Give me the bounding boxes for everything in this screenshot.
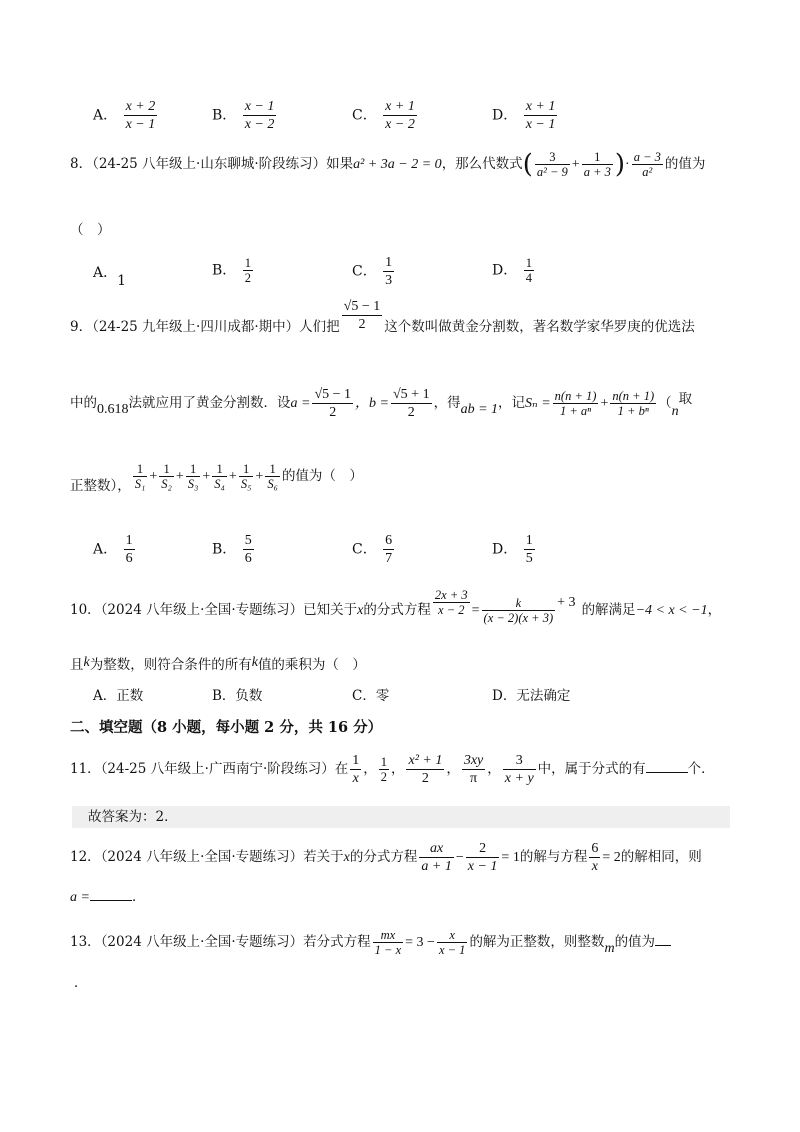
question-text: （ [658, 395, 672, 411]
numerator: √5 − 1 [314, 387, 352, 402]
numerator: 1 [525, 533, 533, 548]
fraction [391, 386, 432, 421]
numerator: 1 [380, 755, 387, 769]
question-text: 已知关于 [303, 602, 358, 618]
denominator: x + y [504, 771, 534, 786]
numerator: ax [419, 840, 453, 858]
q7-option-b [212, 98, 278, 133]
numerator: x + 2 [125, 99, 156, 114]
denominator: 5 [525, 551, 533, 566]
reciprocal-term [159, 462, 174, 491]
question-text: 的值为 [614, 934, 656, 950]
numerator: k [482, 596, 556, 611]
m-variable: m [604, 941, 615, 956]
answer-blank[interactable] [90, 900, 132, 901]
question-text: 正整数）， [70, 478, 131, 494]
question-text: 若关于 [303, 849, 344, 865]
question-source: （2024 八年级上·全国·专题练习） [100, 602, 304, 618]
fraction [350, 752, 361, 787]
fraction [437, 928, 467, 957]
q8-answer-paren: （ ） [70, 222, 111, 238]
question-number: 12． [70, 849, 101, 865]
denominator: x − 1 [125, 117, 156, 132]
answer-blank[interactable] [655, 945, 671, 946]
numerator: x + 1 [525, 99, 556, 114]
numerator: 1 [212, 462, 227, 477]
question-number: 13． [70, 934, 101, 950]
question-text: ，那么代数式 [441, 156, 523, 172]
q9-option-c [352, 532, 396, 567]
denominator: 2 [329, 405, 337, 420]
x-variable: x [343, 850, 350, 865]
denominator: (x − 2)(x + 3) [483, 611, 554, 625]
question-source: （24-25 八年级上·广西南宁·阶段练习） [100, 761, 335, 777]
question-text: 人们把 [299, 319, 340, 335]
option-label: D． [492, 262, 518, 279]
fraction [243, 256, 253, 285]
denominator: 6 [244, 551, 252, 566]
option-label: B． [212, 262, 237, 279]
numerator: 6 [591, 841, 599, 856]
fraction [524, 256, 534, 285]
question-text: 的分式方程 [363, 602, 431, 618]
question-number: 11． [70, 761, 101, 777]
denominator: S₁ [134, 477, 146, 491]
option-label: D． [492, 541, 518, 558]
q8-option-a [93, 262, 127, 289]
option-label: D． [492, 107, 518, 124]
option-value: 1 [117, 273, 127, 289]
numerator: 3xy [463, 753, 484, 768]
denominator: S₅ [240, 477, 252, 491]
q12-stem: 12．（2024 八年级上·全国·专题练习）若关于x的分式方程 $\frac{ax}{a + 1}$ − $\frac{2}{x - 1}$ = 1的解与方程 $\frac{6}{x}$ = 2的解相同，则 [70, 841, 702, 874]
separator: ， [487, 761, 501, 777]
numerator: x [437, 928, 467, 943]
denominator: 1 + aⁿ [559, 404, 592, 418]
fraction [243, 98, 277, 133]
question-text: 的解为正整数，则整数 [469, 934, 605, 950]
numerator: 1 [525, 256, 532, 270]
question-text: ， [707, 602, 722, 618]
denominator: S₄ [214, 477, 225, 491]
q11-stem [70, 752, 715, 787]
plus-sign: + [202, 469, 211, 484]
option-label: C． [352, 107, 377, 124]
option-label: A． [93, 107, 118, 124]
q9-option-a [93, 532, 137, 567]
plus-sign: + [149, 469, 158, 484]
denominator: a + 3 [583, 165, 611, 179]
a-definition: a = [290, 396, 311, 411]
denominator: a² − 9 [536, 165, 568, 179]
fraction [610, 389, 656, 418]
equation-tail: = 2 [602, 850, 621, 865]
separator: ， [363, 761, 377, 777]
denominator: 1 − x [374, 943, 402, 957]
section-heading-fill-in: 二、填空题（8 小题，每小题 2 分，共 16 分） [70, 719, 383, 736]
q11-answer-text: 故答案为：2． [88, 809, 178, 825]
numerator: 1 [125, 533, 133, 548]
denominator: a² [642, 165, 653, 179]
q10-option-c: C．零 [352, 688, 390, 704]
numerator: 1 [244, 256, 251, 270]
question-text: 的解相同，则 [620, 849, 702, 865]
fraction [503, 752, 536, 787]
question-text: 值的乘积为（ ） [257, 657, 366, 673]
numerator: √5 − 1 [343, 299, 381, 314]
q13-stem [70, 928, 671, 957]
q8-stem: 8．（24-25 八年级上·山东聊城·阶段练习）如果a² + 3a − 2 = 0，那么代数式( $\frac{3}{\text{a² − 9}}$ + $\frac{1}{a + 3}$ )· $\frac{a - 3}{\text{a²}}$ 的值为 [70, 149, 706, 180]
q9-stem-line1 [70, 299, 695, 345]
value-0618: 0.618 [97, 402, 129, 417]
denominator: x − 2 [244, 117, 275, 132]
question-text: 的分式方程 [349, 849, 418, 865]
fraction [124, 98, 158, 133]
option-label: B． [212, 541, 237, 558]
denominator: x − 2 [438, 603, 465, 617]
question-number: 9． [70, 319, 93, 335]
numerator: 2 [466, 840, 500, 858]
right-paren: ) [614, 149, 626, 180]
fraction [433, 588, 470, 617]
fraction [582, 150, 613, 179]
fraction [535, 150, 570, 179]
separator: ， [446, 761, 460, 777]
equation-middle: = 3 − [405, 935, 435, 950]
numerator: 1 [352, 753, 360, 768]
numerator: 6 [385, 533, 393, 548]
fraction [383, 254, 394, 289]
fraction [632, 150, 663, 179]
numerator: x − 1 [244, 99, 275, 114]
fraction [379, 755, 389, 784]
equation-tail: = 1 [501, 850, 520, 865]
denominator: x − 1 [525, 117, 556, 132]
denominator: x [352, 771, 359, 786]
numerator: 1 [133, 462, 148, 477]
separator: ， [390, 761, 405, 777]
question-text: 的解与方程 [519, 849, 588, 865]
condition-equation: a² + 3a − 2 = 0 [353, 157, 442, 172]
numerator: n(n + 1) [554, 389, 597, 403]
fraction [373, 928, 403, 957]
a-answer-label: a = [70, 890, 90, 905]
reciprocal-term [186, 462, 201, 491]
fraction [462, 752, 485, 787]
question-source: （2024 八年级上·全国·专题练习） [100, 934, 304, 950]
numerator: 3 [535, 150, 570, 165]
question-number: 8． [70, 156, 93, 172]
denominator: 2 [407, 405, 415, 420]
numerator: a − 3 [633, 150, 661, 164]
numerator: 1 [582, 150, 613, 165]
question-text: ，得 [433, 395, 461, 411]
question-text: 的解满足 [581, 602, 636, 618]
sn-definition: Sₙ = [525, 396, 551, 411]
question-text: 且 [70, 657, 84, 673]
k-variable: k [83, 655, 90, 670]
fraction [553, 389, 599, 418]
q10-stem-line1: 10．（2024 八年级上·全国·专题练习）已知关于x的分式方程 $\frac{2x + 3}{x - 2}$ = $\frac{k}{(x - 2)(x + 3)}$ + 3 的解满足−4 < x < −1， [70, 588, 722, 625]
question-text: ． [131, 889, 146, 905]
denominator: 2 [421, 771, 429, 786]
option-label: B． [212, 107, 237, 124]
x-variable: x [357, 603, 364, 618]
numerator: 3 [503, 752, 536, 770]
q9-option-b [212, 532, 256, 567]
left-paren: ( [522, 149, 533, 180]
question-text: 为整数，则符合条件的所有 [89, 657, 252, 673]
question-source: （24-25 九年级上·四川成都·期中） [92, 319, 300, 335]
q8-option-d [492, 256, 536, 285]
question-source: （24-25 八年级上·山东聊城·阶段练习） [92, 156, 327, 172]
question-text: ，记 [498, 395, 526, 411]
numerator: 1 [385, 255, 393, 270]
fraction [406, 752, 444, 787]
reciprocal-term [133, 462, 148, 491]
question-text: 中的 [70, 395, 97, 411]
golden-ratio-fraction [342, 298, 383, 333]
question-text: 的值为 [664, 156, 706, 172]
b-definition: ，b = [355, 396, 389, 411]
numerator: 1 [239, 462, 254, 477]
option-label: A． [93, 541, 118, 558]
question-text: 取 [678, 391, 693, 407]
numerator: 5 [244, 533, 252, 548]
denominator: 2 [244, 271, 251, 285]
denominator: x [591, 859, 598, 874]
denominator: S₆ [267, 477, 278, 491]
question-text: 在 [334, 761, 349, 777]
numerator: 2x + 3 [434, 588, 468, 602]
ab-equation: ab = 1 [460, 402, 499, 417]
numerator: mx [373, 928, 403, 943]
fraction [419, 840, 453, 875]
answer-blank[interactable] [646, 772, 688, 773]
numerator: 1 [265, 462, 280, 477]
denominator: π [470, 771, 478, 786]
fraction [124, 532, 135, 567]
denominator: x − 1 [467, 859, 498, 874]
plus-sign: + [175, 469, 184, 484]
denominator: 7 [385, 551, 393, 566]
question-text: 如果 [326, 156, 354, 172]
denominator: 1 + bⁿ [617, 404, 649, 418]
reciprocal-term [212, 462, 227, 491]
q9-stem-line3 [70, 462, 363, 494]
denominator: S₃ [187, 477, 199, 491]
denominator: S₂ [161, 477, 172, 491]
q7-option-a [93, 98, 159, 133]
denominator: x − 2 [385, 117, 415, 132]
q9-option-d [492, 532, 537, 567]
fraction [466, 840, 500, 875]
fraction [524, 98, 558, 133]
denominator: 6 [125, 551, 133, 566]
q7-option-c [352, 98, 419, 133]
numerator: x + 1 [385, 99, 415, 114]
q12-line2 [70, 888, 145, 907]
question-text: 个． [687, 761, 715, 777]
equation-tail: + 3 [557, 595, 576, 610]
fraction [383, 98, 417, 133]
q8-option-c [352, 254, 396, 289]
reciprocal-sum [131, 462, 282, 491]
plus-sign: + [228, 469, 237, 484]
plus-sign: + [255, 469, 264, 484]
q10-option-d: D．无法确定 [492, 688, 571, 704]
numerator: √5 + 1 [393, 387, 430, 402]
denominator: x − 1 [438, 943, 466, 957]
question-text: 这个数叫做黄金分割数，著名数学家华罗庚的优选法 [384, 319, 695, 335]
fraction [312, 386, 353, 421]
numerator: x² + 1 [408, 753, 443, 768]
q8-option-b [212, 256, 255, 285]
question-text: 若分式方程 [303, 934, 371, 950]
option-label: C． [352, 263, 377, 280]
option-label: C． [352, 541, 377, 558]
question-number: 10． [70, 602, 101, 618]
denominator: a + 1 [421, 859, 452, 874]
question-text: 法就应用了黄金分割数．设 [128, 395, 291, 411]
q10-option-a: A．正数 [93, 688, 144, 704]
numerator: 1 [159, 462, 174, 477]
q10-option-b: B．负数 [212, 688, 263, 704]
reciprocal-term [239, 462, 254, 491]
question-text: 中，属于分式的有 [537, 761, 646, 777]
question-text: 的值为（ ） [281, 468, 363, 484]
fraction [383, 532, 394, 567]
n-variable: n [671, 404, 679, 419]
solution-range: −4 < x < −1 [635, 603, 708, 618]
numerator: n(n + 1) [612, 389, 655, 403]
k-variable: k [251, 655, 258, 670]
denominator: 4 [525, 271, 532, 285]
numerator: 1 [186, 462, 201, 477]
q10-stem-line2 [70, 656, 366, 675]
denominator: 2 [358, 317, 366, 332]
q7-option-d [492, 98, 559, 133]
denominator: 3 [385, 273, 393, 288]
fraction [482, 596, 556, 625]
fraction [589, 840, 600, 875]
denominator: 2 [380, 770, 387, 784]
reciprocal-term [265, 462, 280, 491]
fraction [243, 532, 254, 567]
fraction [524, 532, 535, 567]
question-source: （2024 八年级上·全国·专题练习） [100, 849, 304, 865]
q9-stem-line2: 中的0.618法就应用了黄金分割数．设a = $\frac{√5 - 1}{2}$ ，b = $\frac{√5 + 1}{2}$ ，得ab = 1，记Sₙ = $\frac{n(n + 1)}{\text{1 + aⁿ}}$ + $\frac{n(n + 1)}{\text{1 + bⁿ}}$ （n取 [70, 387, 693, 420]
option-label: A． [93, 265, 118, 281]
q13-line2: ． [74, 975, 88, 991]
